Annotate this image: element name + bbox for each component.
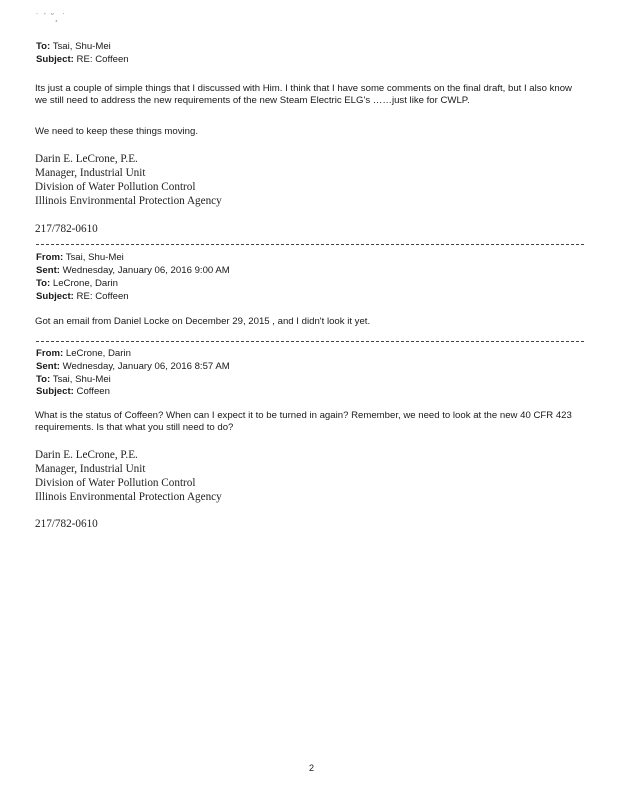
email2-from-line: [36, 252, 124, 263]
email3-phone: 217/782-0610: [35, 518, 98, 530]
scan-stamp-marks: ˙ ´ ˘¸ ˙: [36, 12, 67, 22]
sent-label: Sent:: [36, 265, 60, 276]
sent-label: Sent:: [36, 361, 60, 372]
to-value: LeCrone, Darin: [52, 278, 118, 289]
email1-signature-division: Division of Water Pollution Control: [35, 181, 196, 193]
to-label: To:: [36, 374, 51, 385]
page-number: 2: [309, 763, 315, 773]
email1-body-paragraph-1: Its just a couple of simple things that I discussed with Him. I think that I have some comments on the final draft, but I also know we still need to address the new requirements of the new Steam Electric ELG's ……just like for CWLP.: [35, 83, 572, 106]
email1-subject-line: [36, 54, 129, 65]
sent-value: Wednesday, January 06, 2016 9:00 AM: [62, 265, 230, 276]
to-label: To:: [36, 41, 51, 52]
to-value: Tsai, Shu-Mei: [52, 41, 111, 52]
email1-signature-title: Manager, Industrial Unit: [35, 167, 146, 179]
email1-signature-agency: Illinois Environmental Protection Agency: [35, 195, 222, 207]
subject-value: Coffeen: [76, 386, 110, 397]
email3-signature-division: Division of Water Pollution Control: [35, 477, 196, 489]
email3-signature-title: Manager, Industrial Unit: [35, 463, 146, 475]
subject-label: Subject:: [36, 386, 74, 397]
subject-value: RE: Coffeen: [76, 54, 129, 65]
email1-signature-name: Darin E. LeCrone, P.E.: [35, 153, 138, 165]
email2-body: Got an email from Daniel Locke on December 29, 2015 , and I didn't look it yet.: [35, 316, 371, 327]
email3-to-line: [36, 374, 111, 385]
subject-label: Subject:: [36, 291, 74, 302]
email3-body: What is the status of Coffeen? When can I expect it to be turned in again? Remember, we need to look at the new 40 CFR 423 requirements. Is that what you still need to do?: [35, 410, 572, 433]
to-value: Tsai, Shu-Mei: [52, 374, 111, 385]
subject-label: Subject:: [36, 54, 74, 65]
from-label: From:: [36, 252, 64, 263]
email2-to-line: [36, 278, 118, 289]
separator-rule: [36, 341, 584, 342]
email1-phone: 217/782-0610: [35, 223, 98, 235]
from-label: From:: [36, 348, 64, 359]
email1-to-line: [36, 41, 111, 52]
email3-subject-line: [36, 386, 110, 397]
email3-sent-line: [36, 361, 230, 372]
email3-signature-agency: Illinois Environmental Protection Agency: [35, 491, 222, 503]
separator-rule: [36, 244, 584, 245]
email3-signature-name: Darin E. LeCrone, P.E.: [35, 449, 138, 461]
email3-from-line: [36, 348, 131, 359]
email2-subject-line: [36, 291, 129, 302]
to-label: To:: [36, 278, 51, 289]
from-value: LeCrone, Darin: [65, 348, 131, 359]
subject-value: RE: Coffeen: [76, 291, 129, 302]
sent-value: Wednesday, January 06, 2016 8:57 AM: [62, 361, 230, 372]
from-value: Tsai, Shu-Mei: [65, 252, 124, 263]
email1-body-paragraph-2: We need to keep these things moving.: [35, 126, 199, 137]
email2-sent-line: [36, 265, 230, 276]
